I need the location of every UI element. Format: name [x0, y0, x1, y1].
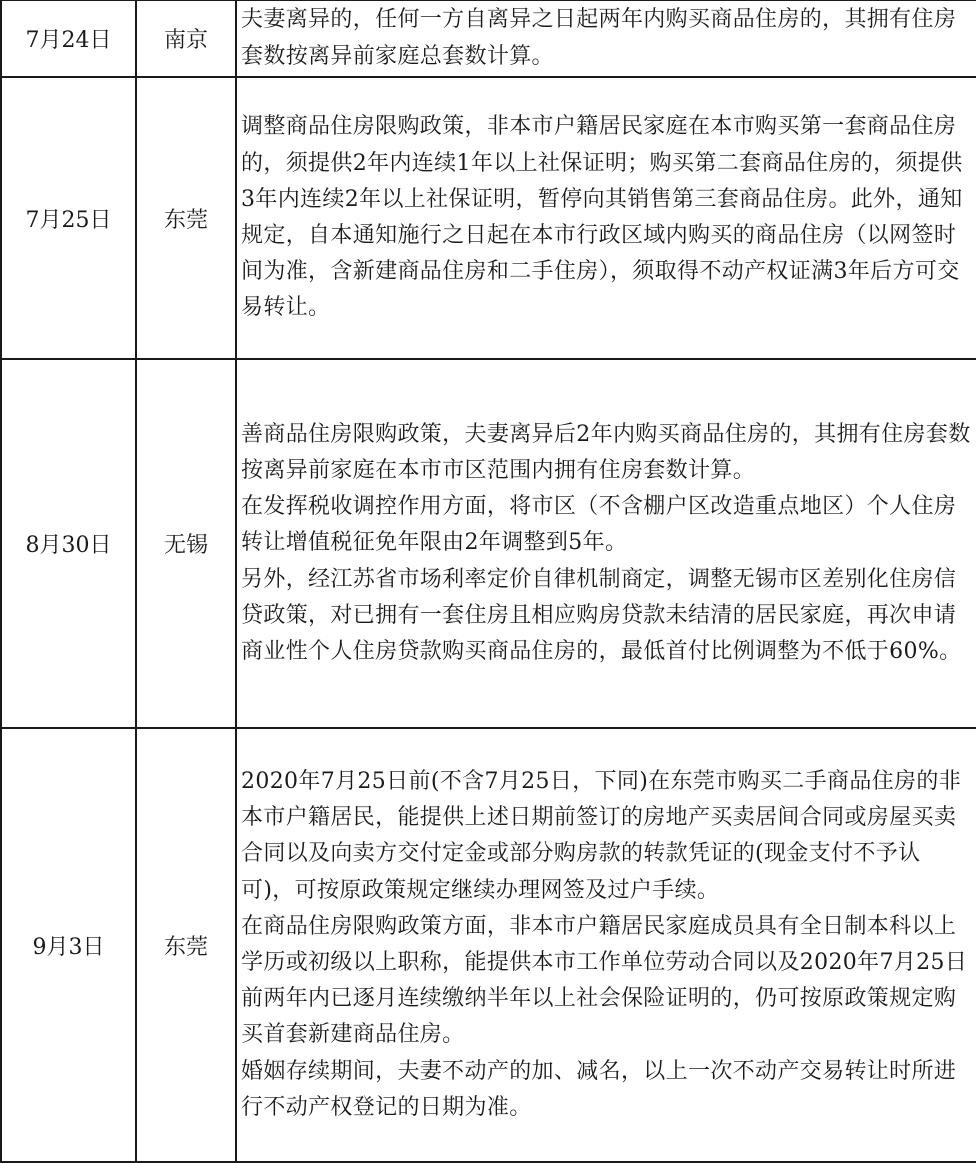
date-cell: 8月30日 — [1, 359, 136, 728]
policy-paragraph: 调整商品住房限购政策，非本市户籍居民家庭在本市购买第一套商品住房的，须提供2年内连续1年以上社保证明；购买第二套商品住房的，须提供3年内连续2年以上社保证明，暂停向其销售第三套商品住房。此外，通知规定，自本通知施行之日起在本市行政区域内购买的商品住房（以网签时间为准，含新建商品住房和二手住房），须取得不动产权证满3年后方可交易转让。 — [241, 114, 963, 321]
policy-description-cell — [236, 0, 976, 77]
date-cell: 9月3日 — [1, 728, 136, 1162]
date-cell: 7月25日 — [1, 77, 136, 359]
policy-paragraph: 夫妻离异的，任何一方自离异之日起两年内购买商品住房的，其拥有住房套数按离异前家庭总套数计算。 — [241, 7, 957, 69]
table-row — [1, 728, 976, 1162]
table-row — [1, 0, 976, 77]
city-cell: 东莞 — [136, 77, 236, 359]
policy-paragraph: 婚姻存续期间，夫妻不动产的加、减名，以上一次不动产交易转让时所进行不动产权登记的日期为准。 — [241, 1058, 957, 1120]
city-cell: 南京 — [136, 0, 236, 77]
policy-description-cell — [236, 77, 976, 359]
table-row — [1, 77, 976, 359]
policy-paragraph: 另外，经江苏省市场利率定价自律机制商定，调整无锡市区差别化住房信贷政策，对已拥有一套住房且相应购房贷款未结清的居民家庭，再次申请商业性个人住房贷款购买商品住房的，最低首付比例调整为不低于60%。 — [241, 566, 962, 664]
policy-paragraph: 善商品住房限购政策，夫妻离异后2年内购买商品住房的，其拥有住房套数按离异前家庭在本市市区范围内拥有住房套数计算。 — [241, 421, 971, 483]
table-row — [1, 359, 976, 728]
city-cell: 无锡 — [136, 359, 236, 728]
policy-paragraph: 2020年7月25日前(不含7月25日，下同)在东莞市购买二手商品住房的非本市户籍居民，能提供上述日期前签订的房地产买卖居间合同或房屋买卖合同以及向卖方交付定金或部分购房款的转款凭证的(现金支付不予认可)，可按原政策规定继续办理网签及过户手续。 — [241, 768, 962, 903]
policy-description-cell — [236, 728, 976, 1162]
city-cell: 东莞 — [136, 728, 236, 1162]
policy-paragraph: 在发挥税收调控作用方面，将市区（不含棚户区改造重点地区）个人住房转让增值税征免年限由2年调整到5年。 — [241, 494, 957, 556]
date-cell: 7月24日 — [1, 0, 136, 77]
policy-paragraph: 在商品住房限购政策方面，非本市户籍居民家庭成员具有全日制本科以上学历或初级以上职称，能提供本市工作单位劳动合同以及2020年7月25日前两年内已逐月连续缴纳半年以上社会保险证明的，仍可按原政策规定购买首套新建商品住房。 — [241, 913, 968, 1048]
policy-description-cell — [236, 359, 976, 728]
